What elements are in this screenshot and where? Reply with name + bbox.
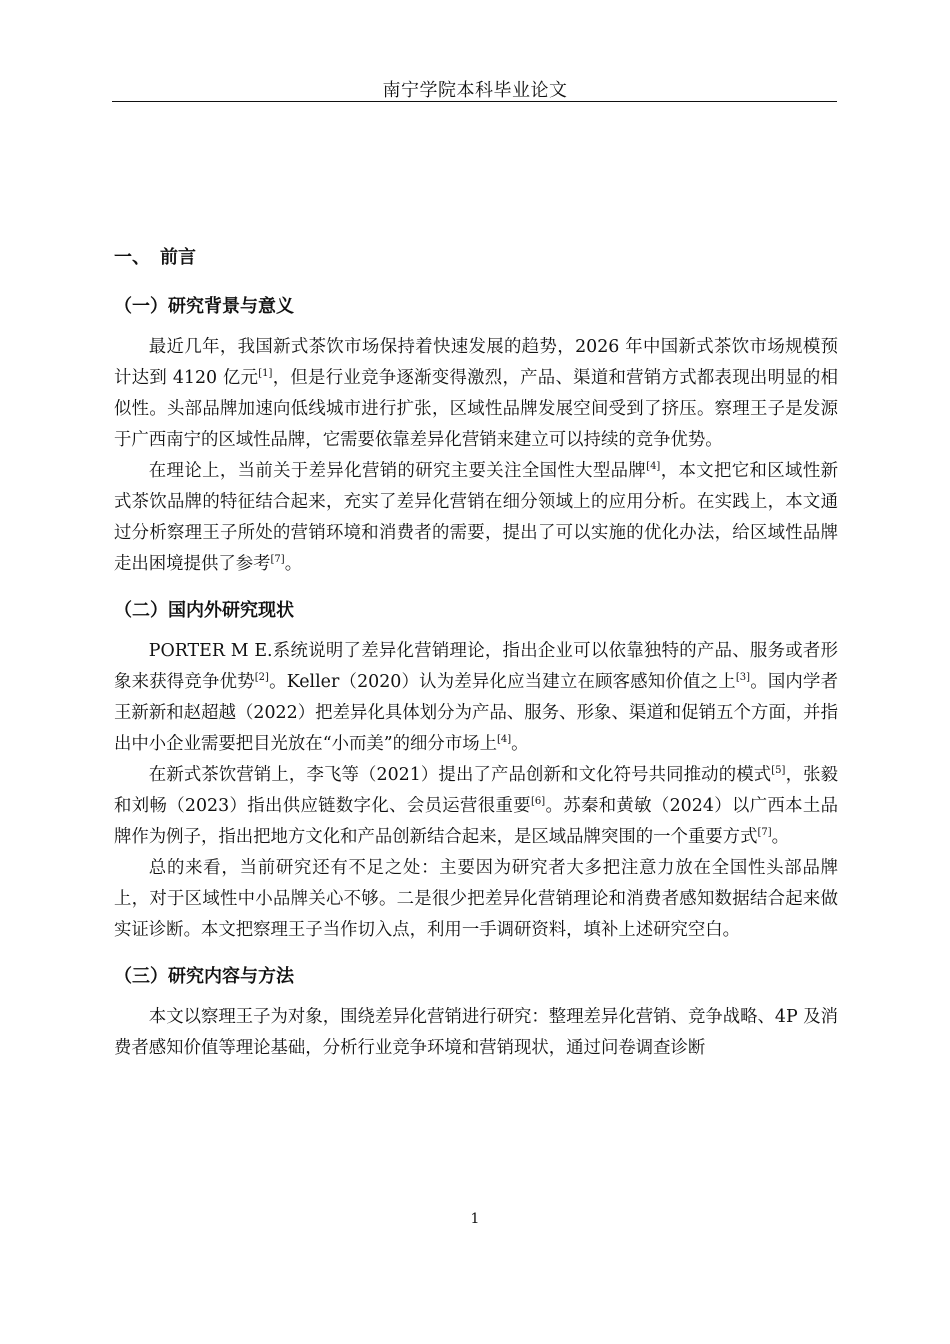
paragraph: 本文以察理王子为对象，围绕差异化营销进行研究：整理差异化营销、竞争战略、4P 及消费者感知价值等理论基础，分析行业竞争环境和营销现状，通过问卷调查诊断 <box>114 1007 838 1058</box>
subsection-heading-1: （一）研究背景与意义 <box>114 296 294 317</box>
document-body <box>114 243 838 1064</box>
citation: [6] <box>530 796 546 807</box>
section-heading <box>114 243 838 273</box>
paragraph: 在新式茶饮营销上，李飞等（2021）提出了产品创新和文化符号共同推动的模式[5]，张毅和刘畅（2023）指出供应链数字化、会员运营很重要[6]。苏秦和黄敏（2024）以广西本土品牌作为例子，指出把地方文化和产品创新结合起来，是区域品牌突围的一个重要方式[7]。 <box>114 765 839 847</box>
citation: [2] <box>254 672 269 683</box>
citation: [3] <box>735 672 751 683</box>
citation: [7] <box>270 554 285 565</box>
header-divider <box>112 101 837 102</box>
citation: [1] <box>258 368 273 379</box>
paragraph: 在理论上，当前关于差异化营销的研究主要关注全国性大型品牌[4]，本文把它和区域性新式茶饮品牌的特征结合起来，充实了差异化营销在细分领域上的应用分析。在实践上，本文通过分析察理王子所处的营销环境和消费者的需要，提出了可以实施的优化办法，给区域性品牌走出困境提供了参考[7]。 <box>114 461 838 574</box>
paragraph: PORTER M E.系统说明了差异化营销理论，指出企业可以依靠独特的产品、服务或者形象来获得竞争优势[2]。Keller（2020）认为差异化应当建立在顾客感知价值之上[3]。国内学者王新新和赵超越（2022）把差异化具体划分为产品、服务、形象、渠道和促销五个方面，并指出中小企业需要把目光放在“小而美”的细分市场上[4]。 <box>114 641 838 754</box>
paragraph: 总的来看，当前研究还有不足之处：主要因为研究者大多把注意力放在全国性头部品牌上，对于区域性中小品牌关心不够。二是很少把差异化营销理论和消费者感知数据结合起来做实证诊断。本文把察理王子当作切入点，利用一手调研资料，填补上述研究空白。 <box>114 858 838 940</box>
section-number: 一、 <box>114 247 150 268</box>
section-title: 前言 <box>160 247 196 268</box>
citation: [5] <box>771 765 786 776</box>
subsection-heading-2: （二）国内外研究现状 <box>114 600 294 621</box>
page-header-title: 南宁学院本科毕业论文 <box>382 80 568 101</box>
citation: [4] <box>646 461 661 472</box>
page-number: 1 <box>470 1211 480 1227</box>
paragraph: 最近几年，我国新式茶饮市场保持着快速发展的趋势，2026 年中国新式茶饮市场规模预计达到 4120 亿元[1]，但是行业竞争逐渐变得激烈，产品、渠道和营销方式都表现出明显的相似性。头部品牌加速向低线城市进行扩张，区域性品牌发展空间受到了挤压。察理王子是发源于广西南宁的区域性品牌，它需要依靠差异化营销来建立可以持续的竞争优势。 <box>114 337 838 450</box>
citation: [7] <box>757 827 772 838</box>
citation: [4] <box>497 734 512 745</box>
subsection-heading-3: （三）研究内容与方法 <box>114 966 294 987</box>
